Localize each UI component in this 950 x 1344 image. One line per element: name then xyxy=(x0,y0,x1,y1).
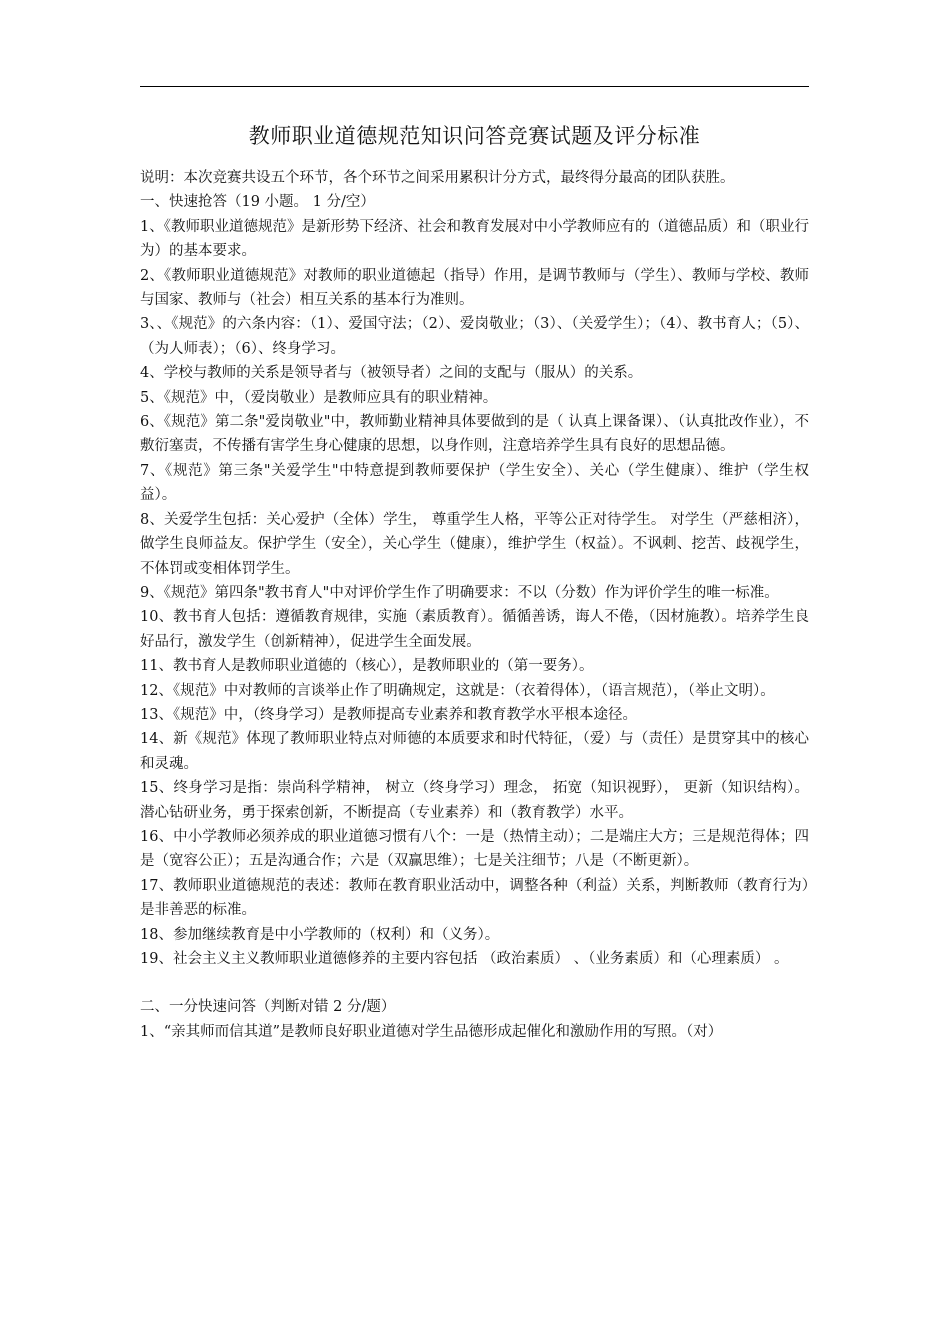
question-18: 18、参加继续教育是中小学教师的（权利）和（义务）。 xyxy=(140,926,500,943)
section-spacer xyxy=(140,971,809,995)
section-1-heading: 一、快速抢答（19 小题。 1 分/空） xyxy=(140,194,375,211)
question-13: 13、《规范》中，（终身学习）是教师提高专业素养和教育教学水平根本途径。 xyxy=(140,706,637,723)
question-14: 14、新《规范》体现了教师职业特点对师德的本质要求和时代特征，（爱）与（责任）是贯穿其中的核心和灵魂。 xyxy=(140,731,809,772)
question-8: 8、关爱学生包括：关心爱护（全体）学生， 尊重学生人格，平等公正对待学生。 对学生（严慈相济），做学生良师益友。保护学生（安全），关心学生（健康），维护学生（权益）。不讽刺、挖苦、歧视学生，不体罚或变相体罚学生。 xyxy=(140,511,809,577)
question-2: 2、《教师职业道德规范》对教师的职业道德起（指导）作用，是调节教师与（学生）、教师与学校、教师与国家、教师与（社会）相互关系的基本行为准则。 xyxy=(140,267,809,309)
question-4: 4、学校与教师的关系是领导者与（被领导者）之间的支配与（服从）的关系。 xyxy=(140,365,643,382)
section-2-question-1: 1、“亲其师而信其道”是教师良好职业道德对学生品德形成起催化和激励作用的写照。（对） xyxy=(140,1023,723,1040)
question-12: 12、《规范》中对教师的言谈举止作了明确规定，这就是：（衣着得体），（语言规范），（举止文明）。 xyxy=(140,682,775,699)
document-title: 教师职业道德规范知识问答竞赛试题及评分标准 xyxy=(248,124,701,148)
section-2-heading: 二、一分快速问答（判断对错 2 分/题） xyxy=(140,999,396,1016)
question-7: 7、《规范》第三条"关爱学生"中特意提到教师要保护（学生安全）、关心（学生健康）、维护（学生权益）。 xyxy=(140,462,809,504)
question-16: 16、中小学教师必须养成的职业道德习惯有八个：一是（热情主动）；二是端庄大方；三是规范得体；四是（宽容公正）；五是沟通合作；六是（双赢思维）；七是关注细节；八是（不断更新）。 xyxy=(140,828,809,870)
question-17: 17、教师职业道德规范的表述：教师在教育职业活动中，调整各种（利益）关系，判断教师（教育行为）是非善恶的标准。 xyxy=(140,877,809,919)
header-rule xyxy=(140,86,809,87)
question-9: 9、《规范》第四条"教书育人"中对评价学生作了明确要求：不以（分数）作为评价学生的唯一标准。 xyxy=(140,584,779,601)
question-11: 11、教书育人是教师职业道德的（核心），是教师职业的（第一要务）。 xyxy=(140,658,594,675)
question-19: 19、社会主义主义教师职业道德修养的主要内容包括 （政治素质） 、（业务素质）和（心理素质） 。 xyxy=(140,951,789,967)
intro-paragraph: 说明：本次竞赛共设五个环节，各个环节之间采用累积计分方式，最终得分最高的团队获胜。 xyxy=(140,170,735,186)
question-15: 15、终身学习是指：崇尚科学精神， 树立（终身学习）理念， 拓宽（知识视野）， 更新（知识结构）。潜心钻研业务，勇于探索创新，不断提高（专业素养）和（教育教学）水平。 xyxy=(140,780,809,821)
question-6: 6、《规范》第二条"爱岗敬业"中，教师勤业精神具体要做到的是（ 认真上课备课）、（认真批改作业），不敷衍塞责，不传播有害学生身心健康的思想，以身作则，注意培养学生具有良好的思想品德。 xyxy=(140,414,809,455)
question-1: 1、《教师职业道德规范》是新形势下经济、社会和教育发展对中小学教师应有的（道德品质）和（职业行为）的基本要求。 xyxy=(140,218,809,260)
document-body xyxy=(140,166,809,1044)
question-5: 5、《规范》中，（爱岗敬业）是教师应具有的职业精神。 xyxy=(140,389,498,406)
question-10: 10、教书育人包括：遵循教育规律，实施（素质教育）。循循善诱，诲人不倦，（因材施教）。培养学生良好品行，激发学生（创新精神），促进学生全面发展。 xyxy=(140,609,809,650)
question-3: 3、、《规范》的六条内容：（1）、爱国守法；（2）、爱岗敬业；（3）、（关爱学生）；（4）、教书育人；（5）、（为人师表）；（6）、终身学习。 xyxy=(140,316,809,357)
